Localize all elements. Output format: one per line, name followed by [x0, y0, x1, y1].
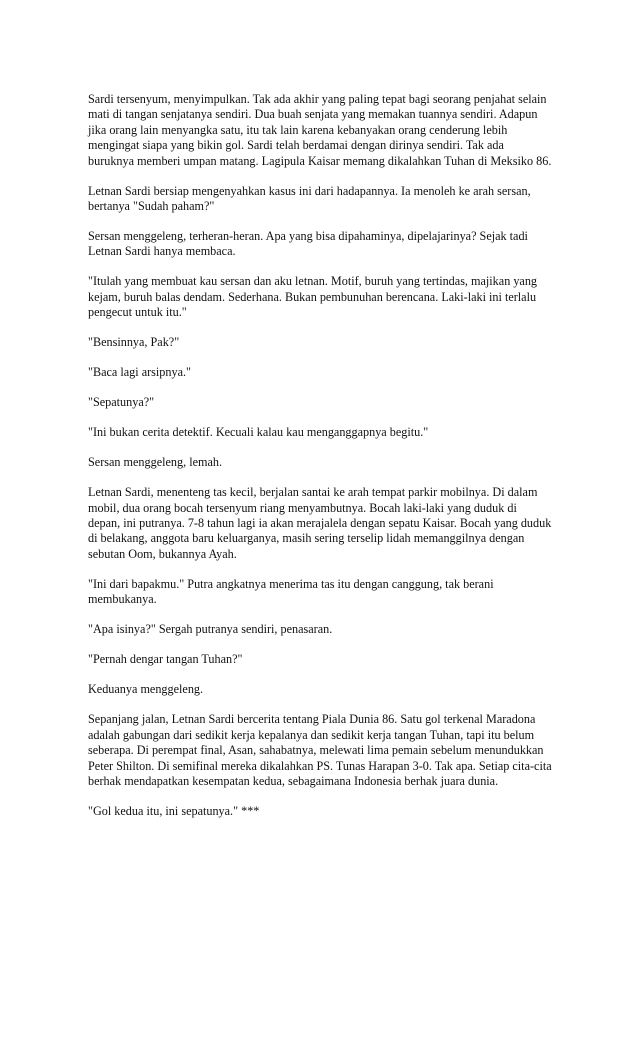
paragraph: "Bensinnya, Pak?": [88, 335, 180, 350]
paragraph: Letnan Sardi bersiap mengenyahkan kasus ini dari hadapannya. Ia menoleh ke arah sersan, bertanya "Sudah paham?": [88, 183, 531, 214]
paragraph: "Baca lagi arsipnya.": [88, 365, 192, 380]
paragraph: Sardi tersenyum, menyimpulkan. Tak ada akhir yang paling tepat bagi seorang penjahat selain mati di tangan senjatanya sendiri. Dua buah senjata yang memakan tuannya sendiri. Adapun jika orang lain menyangka satu, itu tak lain karena kebanyakan orang cenderung lebih mengingat siapa yang bikin gol. Sardi telah berdamai dengan dirinya sendiri. Tak ada buruknya memberi umpan matang. Lagipula Kaisar memang dikalahkan Tuhan di Meksiko 86.: [88, 92, 552, 168]
paragraph: "Ini dari bapakmu." Putra angkatnya menerima tas itu dengan canggung, tak berani membukanya.: [88, 576, 494, 607]
paragraph: "Sepatunya?": [88, 395, 155, 410]
paragraph: Sepanjang jalan, Letnan Sardi bercerita tentang Piala Dunia 86. Satu gol terkenal Maradona adalah gabungan dari sedikit kerja kepalanya dan sedikit kerja tangan Tuhan, tapi itu belum seberapa. Di perempat final, Asan, sahabatnya, melewati lima pemain sebelum menundukkan Peter Shilton. Di semifinal mereka dikalahkan PS. Tunas Harapan 3-0. Tak apa. Setiap cita-cita berhak mendapatkan kesempatan kedua, sebagaimana Indonesia berhak juara dunia.: [88, 712, 552, 788]
paragraph: Sersan menggeleng, lemah.: [88, 455, 223, 470]
document-page: [88, 92, 552, 834]
paragraph: "Gol kedua itu, ini sepatunya." ***: [88, 803, 260, 818]
paragraph: Keduanya menggeleng.: [88, 682, 204, 697]
paragraph: "Apa isinya?" Sergah putranya sendiri, penasaran.: [88, 622, 333, 637]
paragraph: "Ini bukan cerita detektif. Kecuali kalau kau menganggapnya begitu.": [88, 425, 429, 440]
paragraph: Sersan menggeleng, terheran-heran. Apa yang bisa dipahaminya, dipelajarinya? Sejak tadi Letnan Sardi hanya membaca.: [88, 229, 528, 259]
paragraph: "Pernah dengar tangan Tuhan?": [88, 652, 243, 667]
paragraph: Letnan Sardi, menenteng tas kecil, berjalan santai ke arah tempat parkir mobilnya. Di dalam mobil, dua orang bocah tersenyum riang menyambutnya. Bocah laki-laki yang duduk di depan, ini putranya. 7-8 tahun lagi ia akan merajalela dengan sepatu Kaisar. Bocah yang duduk di belakang, anggota baru keluarganya, masih sering terselip lidah memanggilnya dengan sebutan Oom, bukannya Ayah.: [88, 485, 552, 561]
paragraph: "Itulah yang membuat kau sersan dan aku letnan. Motif, buruh yang tertindas, majikan yang kejam, buruh balas dendam. Sederhana. Bukan pembunuhan berencana. Laki-laki ini terlalu pengecut untuk itu.": [88, 274, 538, 320]
